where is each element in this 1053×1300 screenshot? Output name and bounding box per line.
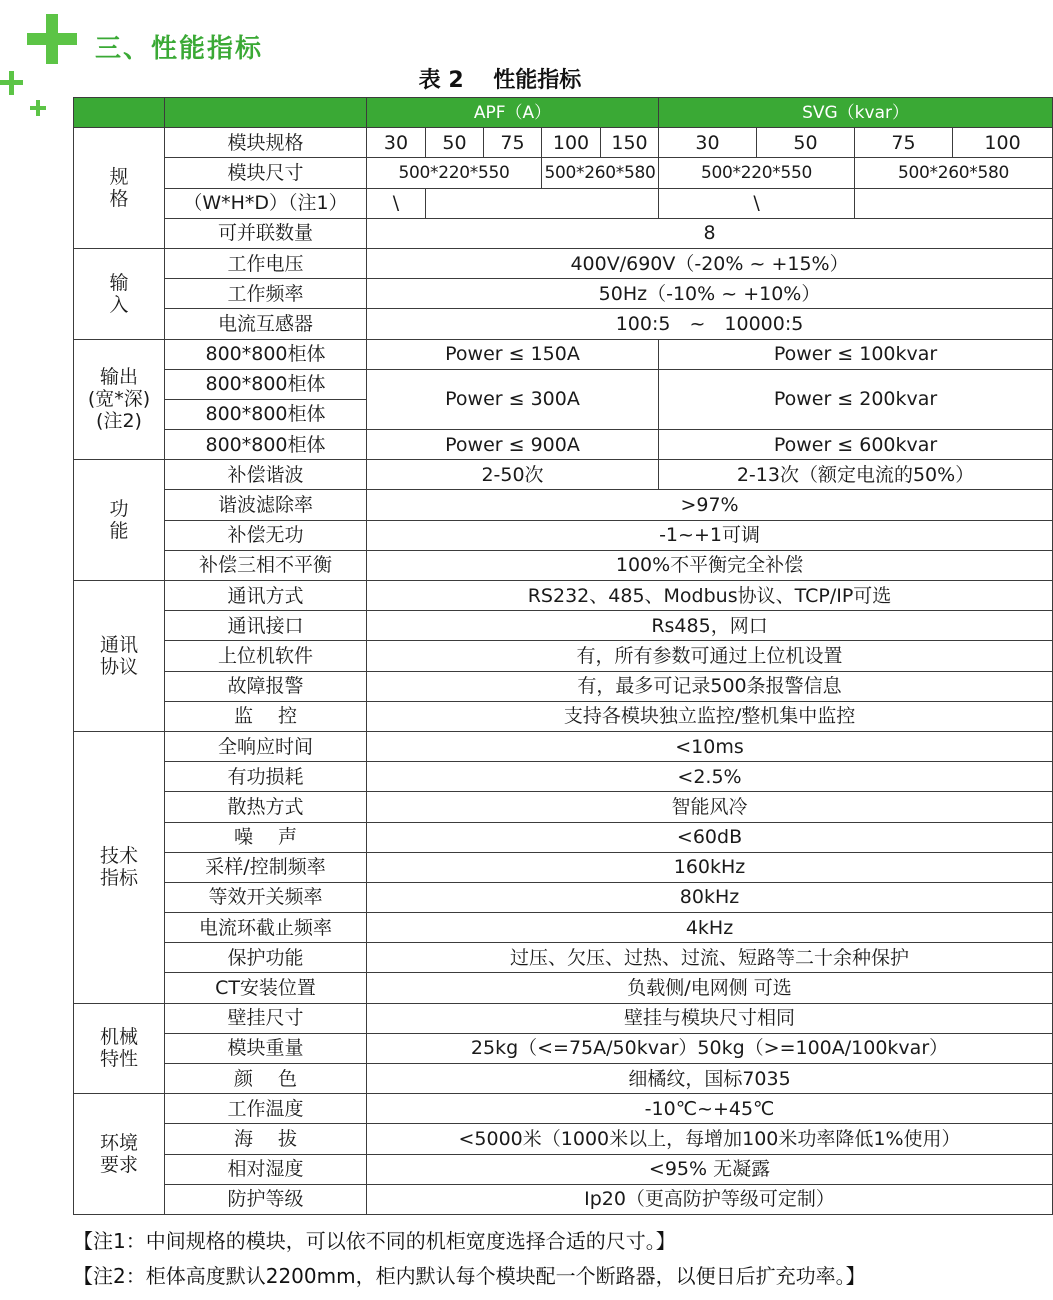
row-value: <60dB (367, 822, 1053, 852)
table-row (74, 550, 1053, 580)
table-row (74, 430, 1053, 460)
table-row (74, 581, 1053, 611)
table-row (74, 641, 1053, 671)
row-label: 电流互感器 (165, 309, 367, 339)
svg-rating: 75 (855, 128, 953, 158)
header-blank (165, 98, 367, 128)
apf-power: Power ≤ 900A (367, 430, 659, 460)
row-value: 负载侧/电网侧 可选 (367, 973, 1053, 1003)
row-label: 保护功能 (165, 943, 367, 973)
note-1: 【注1：中间规格的模块，可以依不同的机柜宽度选择合适的尺寸。】 (73, 1229, 676, 1253)
row-label: 800*800柜体 (165, 399, 367, 429)
category-function: 功 能 (74, 460, 165, 581)
row-value: 4kHz (367, 913, 1053, 943)
apf-rating: 30 (367, 128, 426, 158)
row-label: 监 控 (165, 701, 367, 731)
row-label: 模块规格 (165, 128, 367, 158)
row-value: 有，最多可记录500条报警信息 (367, 671, 1053, 701)
row-label: 通讯方式 (165, 581, 367, 611)
spec-table (73, 97, 1053, 1215)
row-label: 谐波滤除率 (165, 490, 367, 520)
category-spec: 规 格 (74, 128, 165, 249)
row-value: <95% 无凝露 (367, 1154, 1053, 1184)
row-label: 800*800柜体 (165, 369, 367, 399)
row-value: 80kHz (367, 882, 1053, 912)
size-slash: \ (367, 188, 426, 218)
row-value: 过压、欠压、过热、过流、短路等二十余种保护 (367, 943, 1053, 973)
row-label: 工作电压 (165, 248, 367, 278)
table-row (74, 1154, 1053, 1184)
row-label: CT安装位置 (165, 973, 367, 1003)
table-row (74, 1094, 1053, 1124)
row-value: >97% (367, 490, 1053, 520)
section-title: 三、性能指标 (95, 34, 264, 64)
row-label: 海 拔 (165, 1124, 367, 1154)
apf-rating: 50 (426, 128, 484, 158)
module-size: 500*260*580 (855, 158, 1053, 188)
table-row (74, 701, 1053, 731)
row-label: 故障报警 (165, 671, 367, 701)
table-row (74, 188, 1053, 218)
table-row (74, 248, 1053, 278)
svg-power: Power ≤ 600kvar (659, 430, 1053, 460)
apf-rating: 150 (601, 128, 659, 158)
svg-power: Power ≤ 200kvar (659, 369, 1053, 429)
category-mech: 机械 特性 (74, 1003, 165, 1094)
row-value: 100:5 ~ 10000:5 (367, 309, 1053, 339)
svg-power: Power ≤ 100kvar (659, 339, 1053, 369)
row-label: 上位机软件 (165, 641, 367, 671)
row-value: 400V/690V（-20% ~ +15%） (367, 248, 1053, 278)
row-label: （W*H*D）（注1） (165, 188, 367, 218)
table-row (74, 882, 1053, 912)
svg-rating: 100 (953, 128, 1053, 158)
table-row (74, 1033, 1053, 1063)
table-row (74, 943, 1053, 973)
table-row (74, 913, 1053, 943)
table-row (74, 671, 1053, 701)
row-value: Rs485，网口 (367, 611, 1053, 641)
apf-rating: 100 (542, 128, 601, 158)
table-row (74, 1124, 1053, 1154)
row-label: 颜 色 (165, 1064, 367, 1094)
row-label: 模块尺寸 (165, 158, 367, 188)
row-value: <5000米（1000米以上，每增加100米功率降低1%使用） (367, 1124, 1053, 1154)
module-size: 500*220*550 (367, 158, 542, 188)
apf-harmonic: 2-50次 (367, 460, 659, 490)
table-row (74, 1184, 1053, 1214)
table-row (74, 460, 1053, 490)
row-label: 800*800柜体 (165, 430, 367, 460)
header-blank (74, 98, 165, 128)
header-svg: SVG（kvar） (659, 98, 1053, 128)
row-value: <2.5% (367, 762, 1053, 792)
table-row (74, 218, 1053, 248)
row-label: 模块重量 (165, 1033, 367, 1063)
row-label: 采样/控制频率 (165, 852, 367, 882)
row-value: 智能风冷 (367, 792, 1053, 822)
row-value: <10ms (367, 731, 1053, 761)
category-input: 输 入 (74, 248, 165, 339)
row-label: 通讯接口 (165, 611, 367, 641)
table-row (74, 852, 1053, 882)
category-env: 环境 要求 (74, 1094, 165, 1215)
row-value: 25kg（<=75A/50kvar）50kg（>=100A/100kvar） (367, 1033, 1053, 1063)
table-row (74, 611, 1053, 641)
table-row (74, 128, 1053, 158)
row-value: 160kHz (367, 852, 1053, 882)
category-output: 输出 (宽*深) (注2) (74, 339, 165, 460)
table-row (74, 1003, 1053, 1033)
category-comm: 通讯 协议 (74, 581, 165, 732)
table-row (74, 822, 1053, 852)
row-label: 工作频率 (165, 279, 367, 309)
row-value: 壁挂与模块尺寸相同 (367, 1003, 1053, 1033)
row-label: 工作温度 (165, 1094, 367, 1124)
category-tech: 技术 指标 (74, 731, 165, 1003)
row-label: 噪 声 (165, 822, 367, 852)
row-label: 有功损耗 (165, 762, 367, 792)
row-label: 补偿无功 (165, 520, 367, 550)
table-row (74, 339, 1053, 369)
row-label: 防护等级 (165, 1184, 367, 1214)
table-row (74, 309, 1053, 339)
table-row (74, 1064, 1053, 1094)
table-row (74, 731, 1053, 761)
table-row (74, 762, 1053, 792)
row-value: 100%不平衡完全补偿 (367, 550, 1053, 580)
apf-power: Power ≤ 150A (367, 339, 659, 369)
table-row (74, 158, 1053, 188)
row-label: 电流环截止频率 (165, 913, 367, 943)
row-value: 细橘纹，国标7035 (367, 1064, 1053, 1094)
row-label: 补偿谐波 (165, 460, 367, 490)
row-label: 等效开关频率 (165, 882, 367, 912)
row-label: 补偿三相不平衡 (165, 550, 367, 580)
row-label: 相对湿度 (165, 1154, 367, 1184)
size-slash: \ (659, 188, 855, 218)
row-label: 800*800柜体 (165, 339, 367, 369)
svg-rating: 30 (659, 128, 757, 158)
table-title: 表 2 性能指标 (418, 68, 582, 93)
row-value: -1~+1可调 (367, 520, 1053, 550)
header-apf: APF（A） (367, 98, 659, 128)
row-label: 散热方式 (165, 792, 367, 822)
svg-rating: 50 (757, 128, 855, 158)
table-row (74, 490, 1053, 520)
row-value: 有，所有参数可通过上位机设置 (367, 641, 1053, 671)
row-label: 壁挂尺寸 (165, 1003, 367, 1033)
table-row (74, 369, 1053, 399)
module-size: 500*260*580 (542, 158, 659, 188)
row-value: 50Hz（-10% ~ +10%） (367, 279, 1053, 309)
row-value: 8 (367, 218, 1053, 248)
table-row (74, 792, 1053, 822)
note-2: 【注2：柜体高度默认2200mm，柜内默认每个模块配一个断路器，以便日后扩充功率。】 (73, 1264, 866, 1288)
row-value: Ip20（更高防护等级可定制） (367, 1184, 1053, 1214)
size-empty (426, 188, 659, 218)
table-row (74, 973, 1053, 1003)
row-value: 支持各模块独立监控/整机集中监控 (367, 701, 1053, 731)
row-label: 可并联数量 (165, 218, 367, 248)
row-value: RS232、485、Modbus协议、TCP/IP可选 (367, 581, 1053, 611)
size-empty (855, 188, 1053, 218)
row-label: 全响应时间 (165, 731, 367, 761)
apf-power: Power ≤ 300A (367, 369, 659, 429)
module-size: 500*220*550 (659, 158, 855, 188)
table-row (74, 520, 1053, 550)
table-row (74, 279, 1053, 309)
svg-harmonic: 2-13次（额定电流的50%） (659, 460, 1053, 490)
table-header-row (74, 98, 1053, 128)
apf-rating: 75 (484, 128, 542, 158)
row-value: -10℃~+45℃ (367, 1094, 1053, 1124)
